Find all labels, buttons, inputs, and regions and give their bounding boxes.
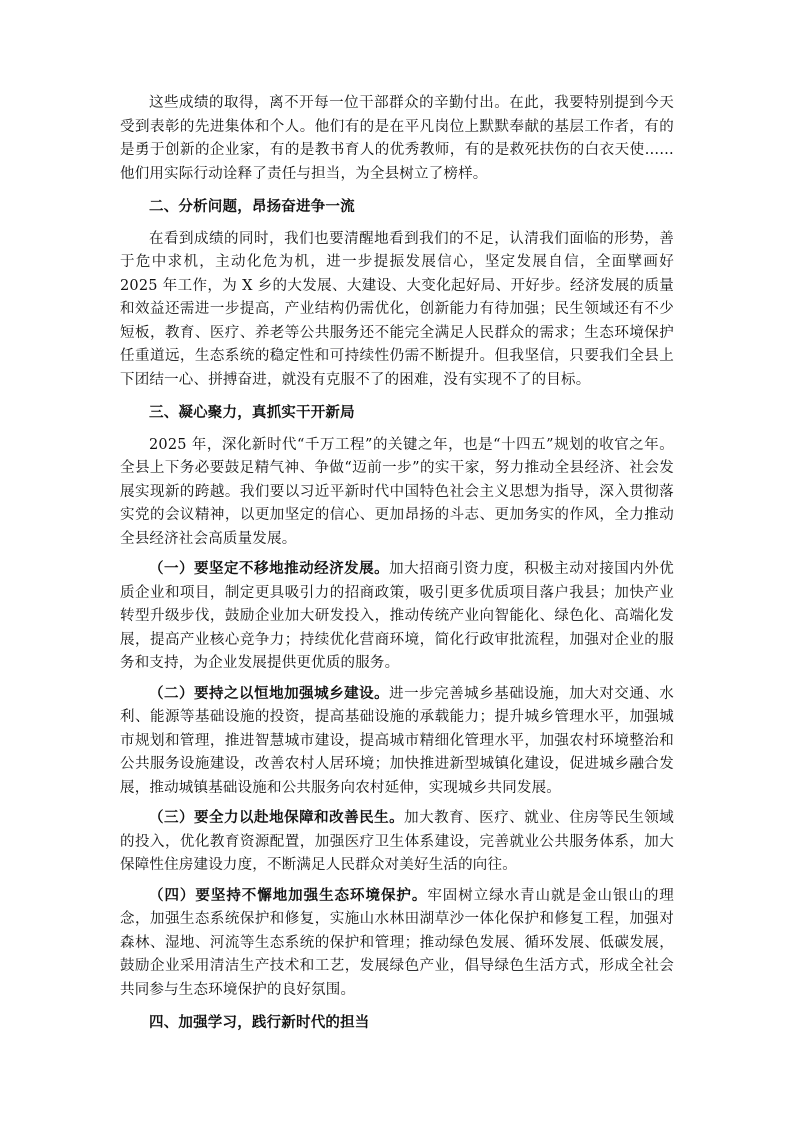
intro-paragraph: 这些成绩的取得，离不开每一位干部群众的辛勤付出。在此，我要特别提到今天受到表彰的先进集体和个人。他们有的是在平凡岗位上默默奉献的基层工作者，有的是勇于创新的企业家，有的是教书育人的优秀教师，有的是救死扶伤的白衣天使……他们用实际行动诠释了责任与担当，为全县树立了榜样。 bbox=[120, 95, 674, 182]
item-1-body: 加大招商引资力度，积极主动对接国内外优质企业和项目，制定更具吸引力的招商政策，吸引更多优质项目落户我县；加快产业转型升级步伐，鼓励企业加大研发投入，推动传统产业向智能化、绿色化、高端化发展，提高产业核心竞争力；持续优化营商环境，简化行政审批流程，加强对企业的服务和支持，为企业发展提供更优质的服务。 bbox=[120, 561, 674, 671]
item-2-body: 进一步完善城乡基础设施，加大对交通、水利、能源等基础设施的投资，提高基础设施的承载能力；提升城乡管理水平，加强城市规划和管理，推进智慧城市建设，提高城市精细化管理水平，加强农村环境整治和公共服务设施建设，改善农村人居环境；加快推进新型城镇化建设，促进城乡融合发展，推动城镇基础设施和公共服务向农村延伸，实现城乡共同发展。 bbox=[120, 685, 674, 796]
item-1-lead: （一）要坚定不移地推动经济发展。 bbox=[149, 560, 390, 577]
item-2-paragraph bbox=[120, 682, 674, 801]
section-2-heading: 二、分析问题，昂扬奋进争一流 bbox=[149, 198, 355, 215]
item-4-body: 牢固树立绿水青山就是金山银山的理念，加强生态系统保护和修复，实施山水林田湖草沙一体化保护和修复工程，加强对森林、湿地、河流等生态系统的保护和管理；推动绿色发展、循环发展、低碳发展，鼓励企业采用清洁生产技术和工艺，发展绿色产业，倡导绿色生活方式，形成全社会共同参与生态环境保护的良好氛围。 bbox=[120, 887, 674, 998]
section-3-body: 2025 年，深化新时代“千万工程”的关键之年，也是“十四五”规划的收官之年。全县上下务必要鼓足精气神、争做“迈前一步”的实干家，努力推动全县经济、社会发展实现新的跨越。我们要以习近平新时代中国特色社会主义思想为指导，深入贯彻落实党的会议精神，以更加坚定的信心、更加昂扬的斗志、更加务实的作风，全力推动全县经济社会高质量发展。 bbox=[120, 436, 674, 547]
item-1-paragraph bbox=[120, 557, 674, 676]
item-2-lead: （二）要持之以恒地加强城乡建设。 bbox=[149, 684, 390, 702]
document-page bbox=[120, 92, 674, 1044]
item-3-lead: （三）要全力以赴地保障和改善民生。 bbox=[149, 809, 405, 826]
item-4-paragraph bbox=[120, 884, 674, 1003]
section-4-heading: 四、加强学习，践行新时代的担当 bbox=[149, 1014, 370, 1031]
item-3-body: 加大教育、医疗、就业、住房等民生领域的投入，优化教育资源配置，加强医疗卫生体系建设，完善就业公共服务体系，加大保障性住房建设力度，不断满足人民群众对美好生活的向往。 bbox=[120, 810, 674, 873]
section-3-heading: 三、凝心聚力，真抓实干开新局 bbox=[149, 404, 355, 421]
section-2-body: 在看到成绩的同时，我们也要清醒地看到我们的不足，认清我们面临的形势，善于危中求机，主动化危为机，进一步提振发展信心，坚定发展自信，全面擘画好 2025 年工作，为 X 乡的大发展、大建设、大变化起好局、开好步。经济发展的质量和效益还需进一步提高，产业结构仍需优化，创新能力有待加强；民生领域还有不少短板，教育、医疗、养老等公共服务还不能完全满足人民群众的需求；生态环境保护任重道远，生态系统的稳定性和可持续性仍需不断提升。但我坚信，只要我们全县上下团结一心、拼搏奋进，就没有克服不了的困难，没有实现不了的目标。 bbox=[120, 230, 674, 388]
item-4-lead: （四）要坚持不懈地加强生态环境保护。 bbox=[149, 886, 428, 904]
item-3-paragraph bbox=[120, 806, 674, 878]
